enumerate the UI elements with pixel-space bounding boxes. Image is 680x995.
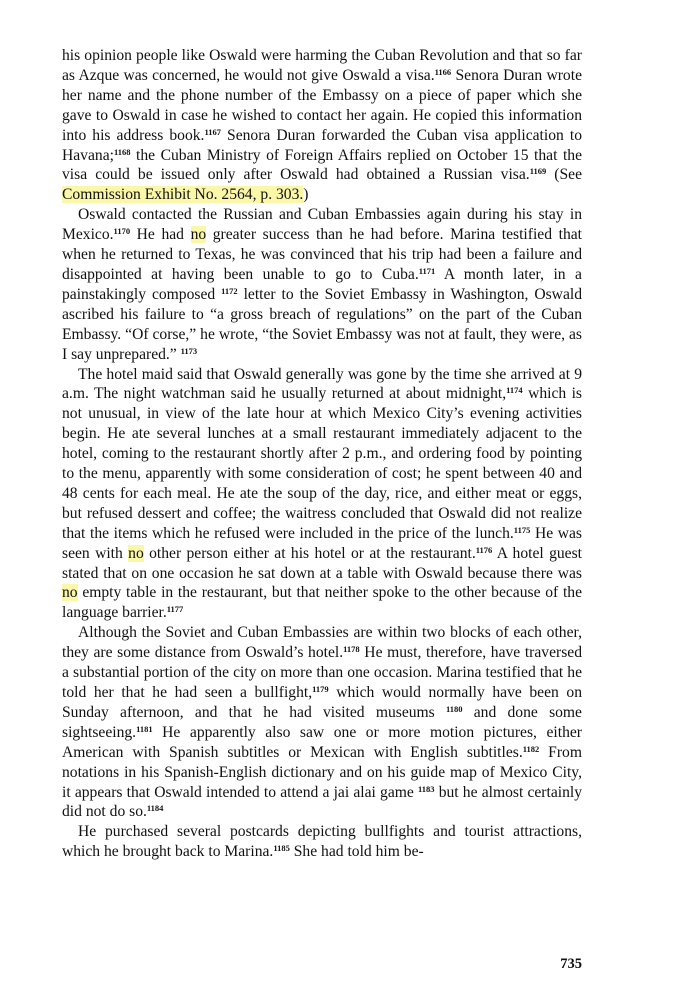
footnote-marker: 1169 — [529, 166, 547, 177]
text-run: which is not unusual, in view of the late hour at which Mexico City’s evening activities begin. He ate several lunches at a small restaurant immediately adjacent to the hotel, coming to the restaurant shortly after 2 p.m., and ordering food by pointing to the menu, apparently with some consideration of cost; he spent between 40 and 48 cents for each meal. He ate the soup of the day, rice, and either meat or eggs, but refused dessert and coffee; the waitress concluded that Oswald did not realize that the items which he refused were included in the price of the lunch. — [62, 385, 582, 542]
highlighted-text: Commission Exhibit No. 2564, p. 303. — [62, 186, 304, 204]
text-run: He was seen with — [62, 524, 582, 562]
footnote-marker: 1184 — [146, 803, 164, 814]
footnote-marker: 1167 — [204, 126, 221, 137]
footnote-marker: 1176 — [475, 544, 493, 555]
paragraph-3 — [62, 365, 582, 624]
text-run: Senora Duran wrote her name and the phone number of the Embassy on a piece of paper which she gave to Oswald in case he wished to contact her again. He copied this information into his address book. — [62, 66, 582, 144]
text-run: greater success than he had before. Marina testified that when he returned to Texas, he was convinced that his trip had been a failure and disappointed at having been unable to go to Cuba. — [62, 226, 582, 283]
highlighted-text: no — [62, 584, 78, 602]
text-run: other person either at his hotel or at the restaurant. — [143, 544, 476, 562]
text-run: Senora Duran forwarded the Cuban visa application to Havana; — [62, 126, 582, 164]
text-run: the Cuban Ministry of Foreign Affairs replied on October 15 that the visa could be issued only after Oswald had obtained a Russian visa. — [62, 146, 582, 184]
text-run: From notations in his Spanish-English dictionary and on his guide map of Mexico City, it appears that Oswald intended to attend a jai alai game — [62, 743, 582, 801]
text-run: his opinion people like Oswald were harming the Cuban Revolution and that so far as Azque was concerned, he would not give Oswald a visa. — [62, 47, 582, 84]
footnote-marker: 1173 — [180, 345, 198, 356]
footnote-marker: 1180 — [445, 703, 463, 714]
text-run: and done some sightseeing. — [62, 703, 582, 741]
text-run: He had — [130, 226, 191, 244]
highlighted-text: no — [128, 544, 144, 562]
paragraph-4 — [62, 623, 582, 822]
footnote-marker: 1174 — [506, 385, 523, 396]
footnote-marker: 1175 — [513, 524, 531, 535]
footnote-marker: 1183 — [417, 783, 435, 794]
text-run: Oswald contacted the Russian and Cuban Embassies again during his stay in Mexico. — [62, 206, 582, 244]
paragraph-1 — [62, 46, 582, 205]
document-page — [62, 46, 582, 862]
text-run: but he almost certainly did not do so. — [62, 783, 582, 821]
footnote-marker: 1177 — [166, 604, 184, 615]
footnote-marker: 1172 — [221, 285, 238, 296]
text-run: ) — [303, 186, 309, 204]
text-run: Although the Soviet and Cuban Embassies are within two blocks of each other, they are some distance from Oswald’s hotel. — [62, 624, 582, 662]
footnote-marker: 1181 — [136, 723, 153, 734]
footnote-marker: 1171 — [418, 265, 436, 276]
footnote-marker: 1170 — [113, 226, 131, 237]
paragraph-2 — [62, 205, 582, 364]
text-run: He apparently also saw one or more motion pictures, either American with Spanish subtitles or Mexican with English subtitles. — [62, 723, 582, 761]
text-run: which would normally have been on Sunday afternoon, and that he had visited museums — [62, 684, 583, 721]
paragraph-5 — [62, 822, 582, 862]
text-run: He purchased several postcards depicting bullfights and tourist attractions, which he brought back to Marina. — [62, 823, 582, 861]
page-number: 735 — [560, 956, 582, 972]
text-run: letter to the Soviet Embassy in Washington, Oswald ascribed his failure to “a gross breach of regulations” on the part of the Cuban Embassy. “Of corse,” he wrote, “the Soviet Embassy was not at fault, they were, as I say unprepared.” — [62, 285, 582, 363]
text-run: The hotel maid said that Oswald generally was gone by the time she arrived at 9 a.m. The night watchman said he usually returned at about midnight, — [62, 365, 582, 403]
footnote-marker: 1168 — [113, 146, 131, 157]
highlighted-text: no — [190, 226, 207, 244]
text-run: He must, therefore, have traversed a substantial portion of the city on more than one occasion. Marina testified that he told her that he had seen a bullfight, — [62, 644, 582, 701]
text-run: (See — [546, 166, 582, 184]
footnote-marker: 1179 — [312, 684, 329, 694]
text-run: She had told him be- — [289, 843, 424, 861]
text-run: A month later, in a painstakingly composed — [62, 265, 582, 303]
footnote-marker: 1166 — [434, 66, 452, 77]
footnote-marker: 1185 — [273, 843, 290, 854]
footnote-marker: 1178 — [343, 644, 360, 655]
footnote-marker: 1182 — [522, 743, 540, 754]
text-run: empty table in the restaurant, but that neither spoke to the other because of the language barrier. — [62, 584, 582, 622]
text-run: A hotel guest stated that on one occasion he sat down at a table with Oswald because there was — [62, 544, 582, 582]
